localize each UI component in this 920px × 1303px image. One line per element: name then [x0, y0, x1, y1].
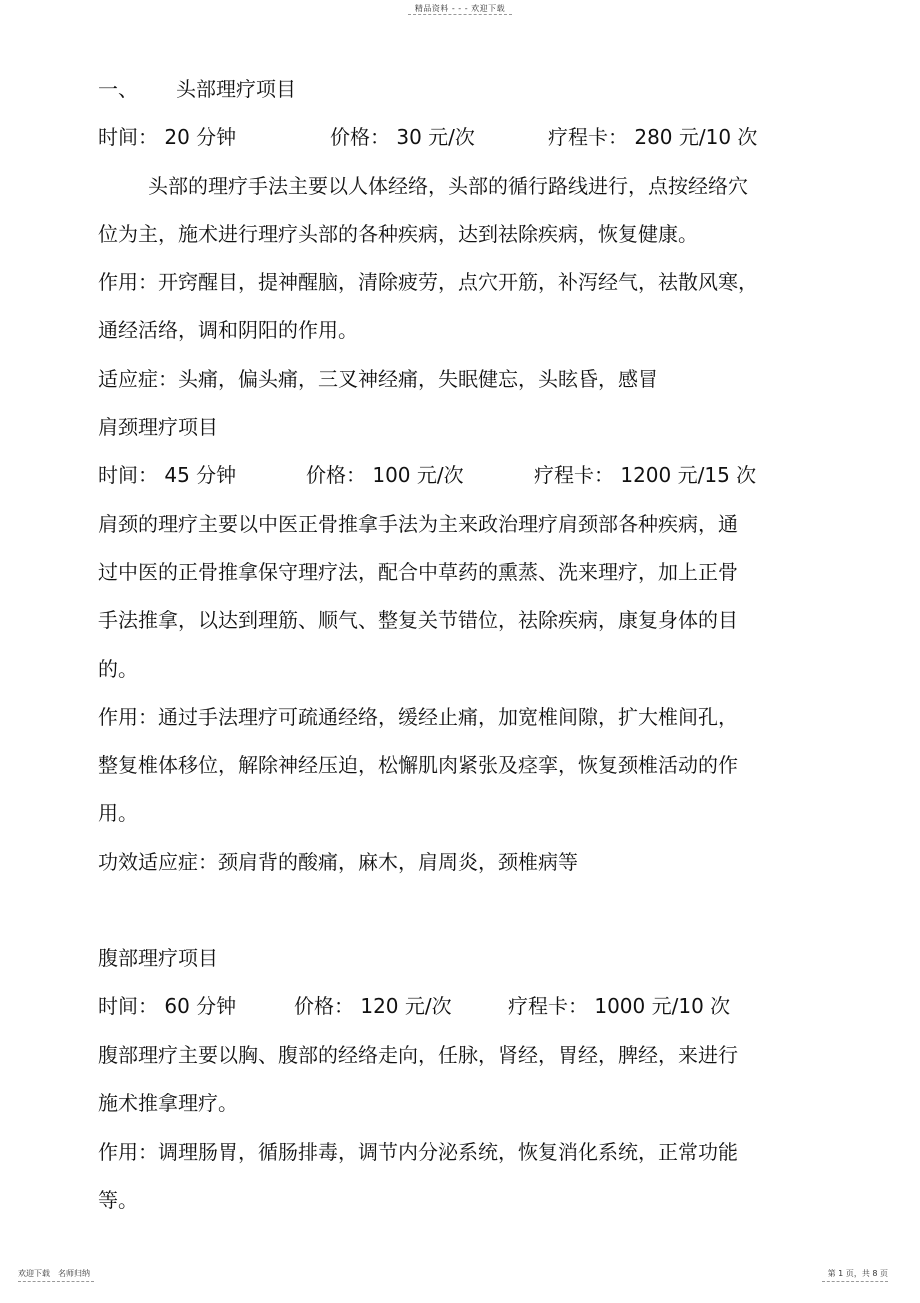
effect-line: 等。 [98, 1188, 138, 1212]
description-line: 肩颈的理疗主要以中医正骨推拿手法为主来政治理疗肩颈部各种疾病，通 [98, 512, 738, 536]
section-title: 腹部理疗项目 [98, 946, 218, 970]
effect-line: 作用：调理肠胃，循肠排毒，调节内分泌系统，恢复消化系统，正常功能 [98, 1140, 738, 1164]
section-title: 肩颈理疗项目 [98, 415, 218, 439]
description-line: 头部的理疗手法主要以人体经络，头部的循行路线进行，点按经络穴 [148, 174, 748, 198]
footer-left: 欢迎下载 名师归纳 [18, 1269, 90, 1278]
description-line: 过中医的正骨推拿保守理疗法，配合中草药的熏蒸、洗来理疗，加上正骨 [98, 560, 738, 584]
footer-divider [18, 1281, 94, 1282]
time-value: 时间： 60 分钟 [98, 994, 237, 1018]
header-divider [408, 14, 512, 15]
page-number: 第 1 页，共 8 页 [827, 1269, 888, 1278]
footer-divider [822, 1281, 888, 1282]
price-value: 价格： 120 元/次 [294, 994, 452, 1018]
description-line: 手法推拿，以达到理筋、顺气、整复关节错位，祛除疾病，康复身体的目 [98, 608, 738, 632]
effect-line: 作用：通过手法理疗可疏通经络，缓经止痛，加宽椎间隙，扩大椎间孔， [98, 705, 738, 729]
section-heading-head [98, 76, 296, 102]
page-header: 精品资料 - - - 欢迎下载 [414, 4, 506, 13]
description-line: 腹部理疗主要以胸、腹部的经络走向，任脉，肾经，胃经，脾经，来进行 [98, 1043, 738, 1067]
time-value: 时间： 45 分钟 [98, 463, 237, 487]
effect-line: 用。 [98, 801, 138, 825]
price-value: 价格： 30 元/次 [330, 125, 475, 149]
section-title: 头部理疗项目 [176, 77, 296, 101]
indication-line: 功效适应症：颈肩背的酸痛，麻木，肩周炎，颈椎病等 [98, 850, 578, 874]
indication-line: 适应症：头痛，偏头痛，三叉神经痛，失眠健忘，头眩昏，感冒 [98, 367, 658, 391]
description-line: 施术推拿理疗。 [98, 1091, 238, 1115]
effect-line: 整复椎体移位，解除神经压迫，松懈肌肉紧张及痉挛，恢复颈椎活动的作 [98, 753, 738, 777]
effect-line: 作用：开窍醒目，提神醒脑，清除疲劳，点穴开筋，补泻经气，祛散风寒， [98, 270, 758, 294]
section-number: 一、 [98, 77, 138, 101]
effect-line: 通经活络，调和阴阳的作用。 [98, 318, 358, 342]
course-card-value: 疗程卡： 1200 元/15 次 [534, 463, 757, 487]
time-value: 时间： 20 分钟 [98, 125, 237, 149]
course-card-value: 疗程卡： 280 元/10 次 [548, 125, 758, 149]
description-line: 位为主，施术进行理疗头部的各种疾病，达到祛除疾病，恢复健康。 [98, 222, 698, 246]
price-value: 价格： 100 元/次 [306, 463, 464, 487]
course-card-value: 疗程卡： 1000 元/10 次 [508, 994, 731, 1018]
description-line: 的。 [98, 657, 138, 681]
